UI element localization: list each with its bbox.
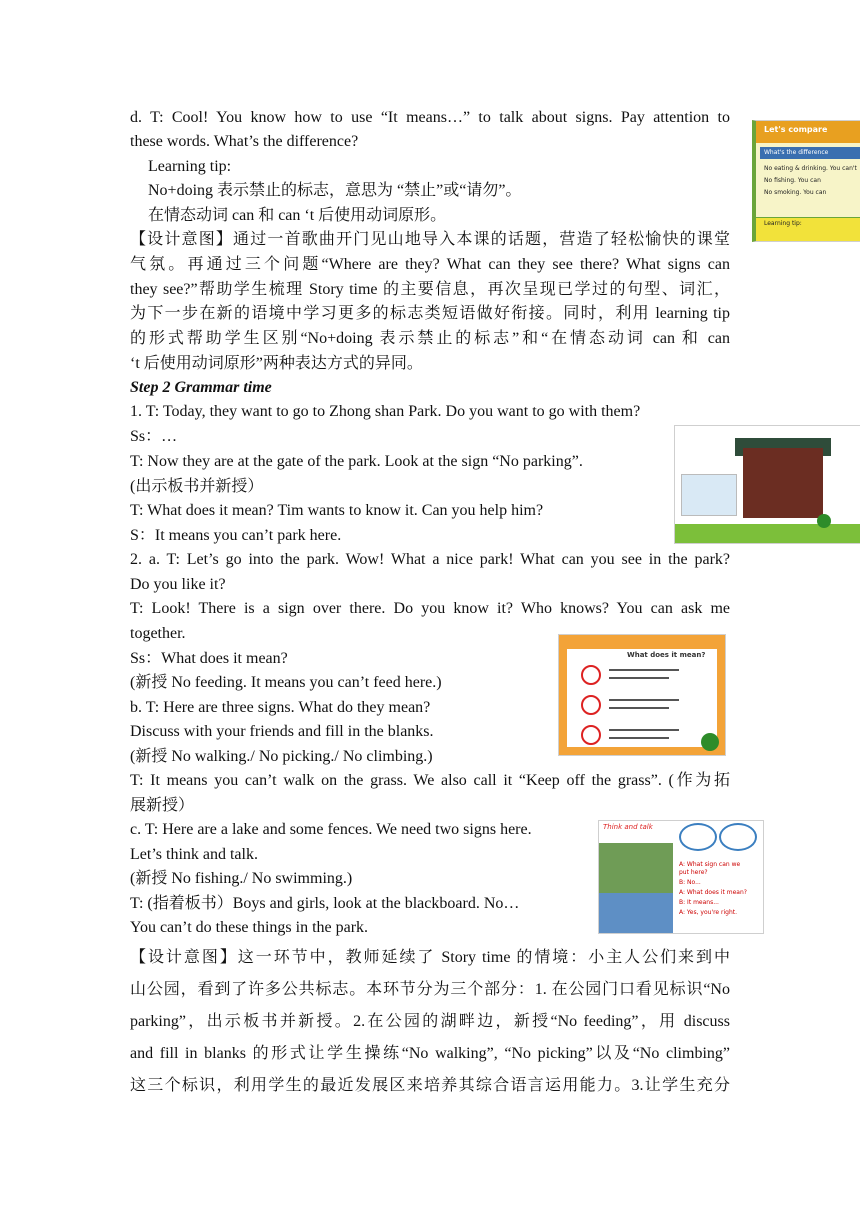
text-line: Ss：… xyxy=(130,428,178,445)
text-line: d. T: Cool! You know how to use “It means…” to talk about signs. Pay attention to xyxy=(130,109,730,126)
text-line: and fill in blanks 的形式让学生操练“No walking”, “No picking”以及“No climbing” xyxy=(130,1045,730,1062)
text-line: (出示板书并新授） xyxy=(130,478,264,495)
text-line: 山公园，看到了许多公共标志。本环节分为三个部分：1. 在公园门口看见标识“No xyxy=(130,981,730,998)
dialog-line: B: It means... xyxy=(679,899,719,906)
text-line: T: What does it mean? Tim wants to know it. Can you help him? xyxy=(130,502,544,519)
text-line: these words. What’s the difference? xyxy=(130,133,359,150)
slide-panel xyxy=(567,649,717,747)
text-line: they see?”帮助学生梳理 Story time 的主要信息，再次呈现已学过的句型、词汇， xyxy=(130,281,730,298)
blank-line xyxy=(609,729,679,731)
slide-title: What does it mean? xyxy=(627,651,706,659)
tree-icon xyxy=(817,514,831,528)
text-line: You can’t do these things in the park. xyxy=(130,919,369,936)
text-line: 在情态动词 can 和 can ‘t 后使用动词原形。 xyxy=(148,207,447,224)
text-line: parking”，出示板书并新授。2.在公园的湖畔边，新授“No feeding”，用 discuss xyxy=(130,1013,730,1030)
dialog-line: B: No... xyxy=(679,879,701,886)
text-line: No+doing 表示禁止的标志，意思为 “禁止”或“请勿”。 xyxy=(148,182,522,199)
section-heading: Step 2 Grammar time xyxy=(130,379,272,396)
text-line: T: It means you can’t walk on the grass. We also call it “Keep off the grass”. (作为拓 xyxy=(130,772,730,789)
no-feeding-sign-icon xyxy=(581,665,601,685)
text-line: 的形式帮助学生区别“No+doing 表示禁止的标志”和“在情态动词 can 和 can xyxy=(130,330,730,347)
slide-thumbnail-think-talk xyxy=(598,820,764,934)
text-line: Discuss with your friends and fill in the blanks. xyxy=(130,723,434,740)
design-intent-line: 【设计意图】这一环节中，教师延续了 Story time 的情境：小主人公们来到中 xyxy=(130,949,730,966)
cartoon-image xyxy=(681,474,737,516)
blank-line xyxy=(609,707,669,709)
text-line: Do you like it? xyxy=(130,576,226,593)
learning-tip-label: Learning tip: xyxy=(148,158,232,175)
design-intent-line: 【设计意图】通过一首歌曲开门见山地导入本课的话题，营造了轻松愉快的课堂 xyxy=(130,231,730,248)
text-line: b. T: Here are three signs. What do they mean? xyxy=(130,699,431,716)
text-line: T: Look! There is a sign over there. Do you know it? Who knows? You can ask me xyxy=(130,600,730,617)
blank-line xyxy=(609,669,679,671)
slide-thumbnail-signs xyxy=(558,634,726,756)
slide-row: No fishing. You can xyxy=(764,177,821,184)
dialog-line: A: Yes, you're right. xyxy=(679,909,738,916)
text-line: together. xyxy=(130,625,186,642)
no-climbing-sign-icon xyxy=(581,725,601,745)
text-line: Let’s think and talk. xyxy=(130,846,258,863)
dialog-line: A: What does it mean? xyxy=(679,889,747,896)
slide-heading: What's the difference xyxy=(764,149,829,156)
dialog-line: put here? xyxy=(679,869,708,876)
speech-bubble-icon xyxy=(679,823,717,851)
text-line: Ss：What does it mean? xyxy=(130,650,288,667)
text-line: (新授 No walking./ No picking./ No climbing.) xyxy=(130,748,433,765)
text-line: T: (指着板书）Boys and girls, look at the blackboard. No… xyxy=(130,895,520,912)
slide-thumbnail-park-gate xyxy=(674,425,860,544)
dialog-line: A: What sign can we xyxy=(679,861,741,868)
text-line: (新授 No feeding. It means you can’t feed here.) xyxy=(130,674,442,691)
text-line: 气氛。再通过三个问题“Where are they? What can they see there? What signs can xyxy=(130,256,730,273)
lake-water xyxy=(599,893,673,933)
slide-title: Let's compare xyxy=(764,125,828,134)
slide-thumbnail-compare xyxy=(752,120,860,242)
blank-line xyxy=(609,677,669,679)
text-line: 这三个标识，利用学生的最近发展区来培养其综合语言运用能力。3.让学生充分 xyxy=(130,1077,730,1094)
text-line: 展新授） xyxy=(130,797,195,814)
park-gate-image xyxy=(743,448,823,518)
blank-line xyxy=(609,737,669,739)
text-line: T: Now they are at the gate of the park. Look at the sign “No parking”. xyxy=(130,453,583,470)
text-line: ‘t 后使用动词原形”两种表达方式的异同。 xyxy=(130,355,423,372)
text-line: (新授 No fishing./ No swimming.) xyxy=(130,870,353,887)
slide-title: Think and talk xyxy=(603,823,653,831)
blank-line xyxy=(609,699,679,701)
text-line: 为下一步在新的语境中学习更多的标志类短语做好衔接。同时，利用 learning tip xyxy=(130,305,730,322)
slide-row: No eating & drinking. You can't xyxy=(764,165,857,172)
text-line: 2. a. T: Let’s go into the park. Wow! What a nice park! What can you see in the park? xyxy=(130,551,730,568)
slide-row: No smoking. You can xyxy=(764,189,827,196)
text-line: 1. T: Today, they want to go to Zhong shan Park. Do you want to go with them? xyxy=(130,403,641,420)
tree-icon xyxy=(701,733,719,751)
grass-strip xyxy=(675,524,860,543)
text-line: S：It means you can’t park here. xyxy=(130,527,342,544)
slide-tip-label: Learning tip: xyxy=(764,220,802,227)
no-picking-sign-icon xyxy=(581,695,601,715)
text-line: c. T: Here are a lake and some fences. We need two signs here. xyxy=(130,821,532,838)
speech-bubble-icon xyxy=(719,823,757,851)
